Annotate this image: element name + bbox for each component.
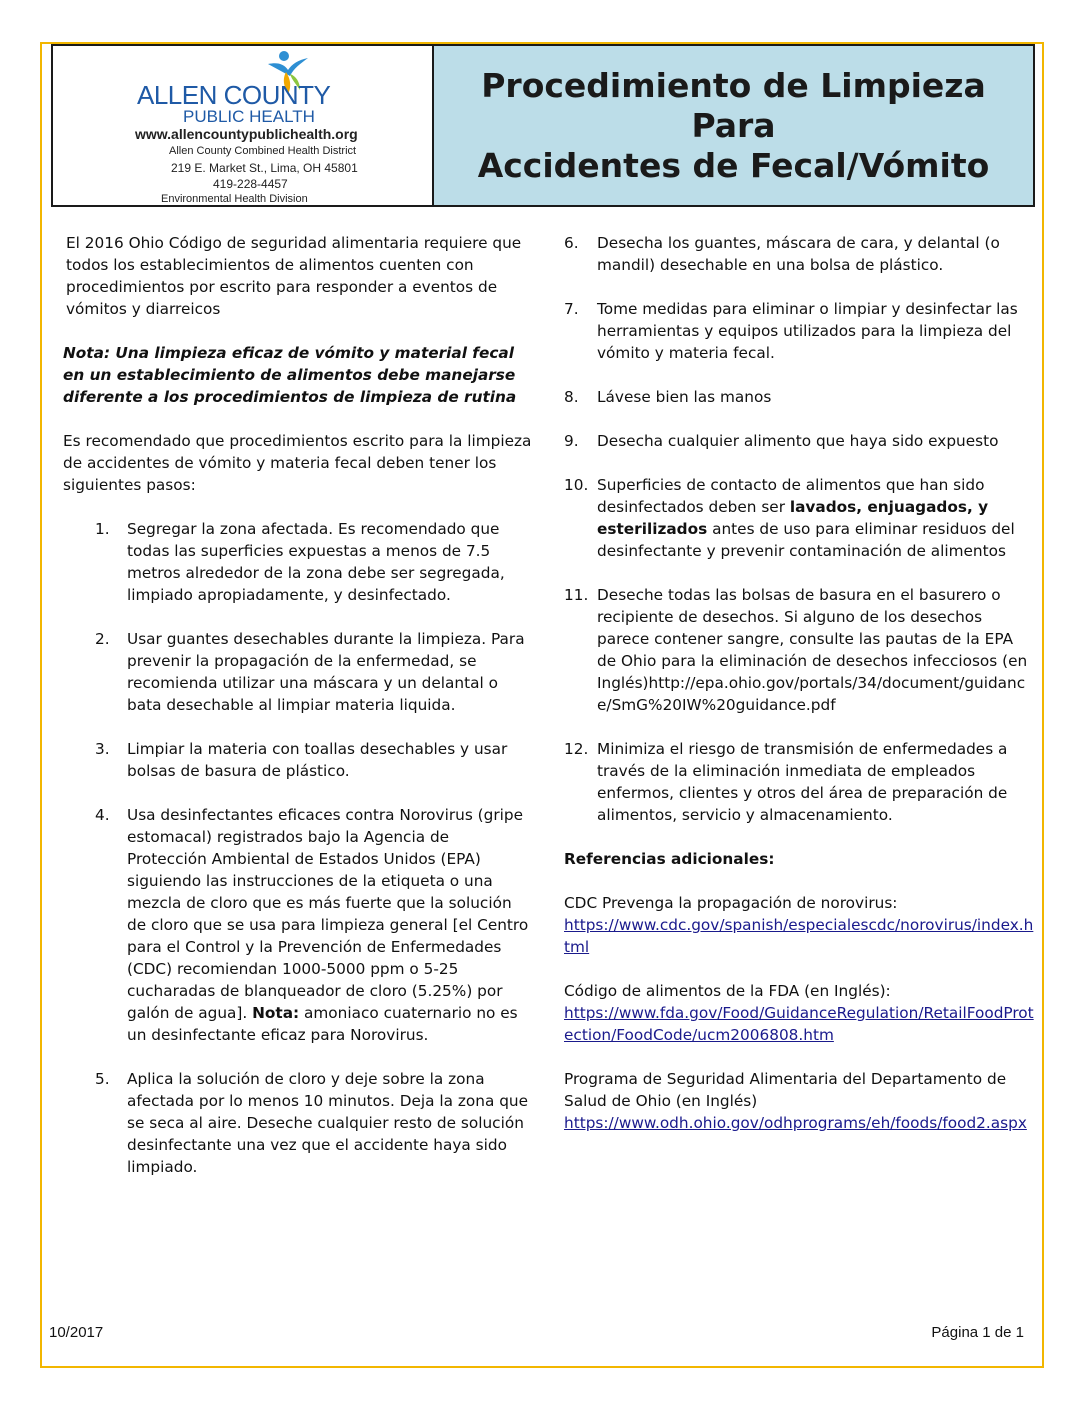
step-text: Desecha los guantes, máscara de cara, y delantal (o mandil) desechable en una bolsa de plástico. — [597, 234, 1000, 274]
list-item — [564, 738, 1034, 826]
step-number: 5. — [95, 1070, 110, 1088]
logo-phone: 419-228-4457 — [213, 177, 288, 191]
title-block — [434, 46, 1033, 205]
reference-label: CDC Prevenga la propagación de norovirus: — [564, 894, 898, 912]
header — [51, 44, 1035, 207]
list-item — [564, 232, 1034, 276]
title-line-1: Procedimiento de Limpieza Para — [481, 65, 986, 145]
step-number: 2. — [95, 630, 110, 648]
list-item — [63, 1068, 533, 1178]
recommend-paragraph: Es recomendado que procedimientos escrito para la limpieza de accidentes de vómito y materia fecal deben tener los siguientes pasos: — [63, 432, 532, 494]
step-text — [597, 584, 1034, 716]
step-text: Minimiza el riesgo de transmisión de enfermedades a través de la eliminación inmediata de empleados enfermos, clientes y otros del área de preparación de alimentos, servicio y almacenamiento. — [597, 740, 1008, 824]
step-text-part: Usa desinfectantes eficaces contra Norovirus (gripe estomacal) registrados bajo la Agencia de Protección Ambiental de Estados Unidos (EPA) siguiendo las instrucciones de la etiqueta o una mezcla de cloro que es más fuerte que la solución de cloro que se usa para limpieza general [el Centro para el Control y la Prevención de Enfermedades (CDC) recomiendan 1000-5000 ppm o 5-25 cucharadas de blanqueador de cloro (5.25%) por galón de agua]. — [127, 806, 529, 1022]
list-item — [564, 584, 1034, 716]
references-heading: Referencias adicionales: — [564, 850, 775, 868]
reference-label: Código de alimentos de la FDA (en Inglés): — [564, 982, 891, 1000]
step-text-part: amoniaco cuaternario no es un desinfectante eficaz para Norovirus. — [127, 1004, 518, 1044]
step-number: 12. — [564, 740, 589, 758]
fda-foodcode-link[interactable]: https://www.fda.gov/Food/GuidanceRegulation/RetailFoodProtection/FoodCode/ucm2006808.htm — [564, 1004, 1034, 1044]
list-item — [564, 298, 1034, 364]
right-column — [564, 232, 1034, 1134]
footer-date: 10/2017 — [49, 1324, 104, 1341]
step-number: 11. — [564, 586, 589, 604]
step-text: Segregar la zona afectada. Es recomendado que todas las superficies expuestas a menos de 7.5 metros alrededor de la zona debe ser segregada, limpiado apropiadamente, y desinfectado. — [127, 520, 505, 604]
step-text-part: Superficies de contacto de alimentos que han sido desinfectados deben ser — [597, 476, 985, 516]
steps-list-right — [564, 232, 1034, 826]
step-text: Usar guantes desechables durante la limpieza. Para prevenir la propagación de la enfermedad, se recomienda utilizar una máscara y un delantal o bata desechable al limpiar materia liquida. — [127, 630, 525, 714]
steps-list-left — [63, 518, 533, 1178]
note-paragraph: Nota: Una limpieza eficaz de vómito y material fecal en un establecimiento de alimentos debe manejarse diferente a los procedimientos de limpieza de rutina — [63, 344, 517, 406]
step-text: Limpiar la materia con toallas desechables y usar bolsas de basura de plástico. — [127, 740, 508, 780]
reference-label: Programa de Seguridad Alimentaria del Departamento de Salud de Ohio (en Inglés) — [564, 1070, 1007, 1110]
logo-block — [53, 46, 434, 205]
cdc-norovirus-link[interactable]: https://www.cdc.gov/spanish/especialescdc/norovirus/index.html — [564, 916, 1034, 956]
list-item — [63, 628, 533, 716]
step-text-part: antes de uso para eliminar residuos del desinfectante y prevenir contaminación de alimentos — [597, 520, 1015, 560]
logo-subname: PUBLIC HEALTH — [183, 107, 315, 126]
step-text: Tome medidas para eliminar o limpiar y desinfectar las herramientas y equipos utilizados para la limpieza del vómito y materia fecal. — [597, 300, 1018, 362]
reference-cdc — [564, 892, 1034, 958]
list-item — [63, 518, 533, 606]
logo-url: www.allencountypublichealth.org — [135, 126, 358, 142]
step-number: 9. — [564, 432, 579, 450]
step-bold-text: lavados, enjuagados, y esterilizados — [597, 498, 989, 538]
logo-district: Allen County Combined Health District — [169, 145, 357, 157]
list-item — [63, 804, 533, 1046]
step-text-part: Deseche todas las bolsas de basura en el basurero o recipiente de desechos. Si alguno de los desechos parece contener sangre, consulte las pautas de la EPA de Ohio para la eliminación de desechos infecciosos (en Inglés) — [597, 586, 1028, 692]
logo-division: Environmental Health Division — [161, 193, 308, 205]
step-text: Desecha cualquier alimento que haya sido expuesto — [597, 432, 999, 450]
step-number: 10. — [564, 476, 589, 494]
step-number: 3. — [95, 740, 110, 758]
step-number: 4. — [95, 806, 110, 824]
step-text: Lávese bien las manos — [597, 388, 772, 406]
step-text: Aplica la solución de cloro y deje sobre la zona afectada por lo menos 10 minutos. Deja la zona que se seca al aire. Deseche cualquier resto de solución desinfectante una vez que el accidente haya sido limpiado. — [127, 1070, 529, 1176]
logo-name: ALLEN COUNTY — [137, 80, 331, 110]
footer-page-number: Página 1 de 1 — [931, 1324, 1024, 1341]
left-column — [63, 232, 533, 1178]
step-text — [127, 804, 533, 1046]
epa-guidance-url: http://epa.ohio.gov/portals/34/document/guidance/SmG%20IW%20guidance.pdf — [597, 674, 1026, 714]
step-number: 7. — [564, 300, 579, 318]
step-number: 1. — [95, 520, 110, 538]
list-item — [564, 430, 1034, 452]
page-title — [434, 66, 1033, 186]
list-item — [564, 386, 1034, 408]
step-number: 6. — [564, 234, 579, 252]
logo-address: 219 E. Market St., Lima, OH 45801 — [171, 161, 358, 175]
step-text — [597, 474, 1034, 562]
step-bold-note: Nota: — [252, 1004, 300, 1022]
intro-paragraph: El 2016 Ohio Código de seguridad alimentaria requiere que todos los establecimientos de alimentos cuenten con procedimientos por escrito para responder a eventos de vómitos y diarreicos — [66, 234, 522, 318]
list-item — [564, 474, 1034, 562]
title-line-2: Accidentes de Fecal/Vómito — [477, 145, 990, 185]
reference-odh — [564, 1068, 1034, 1134]
step-number: 8. — [564, 388, 579, 406]
list-item — [63, 738, 533, 782]
reference-fda — [564, 980, 1034, 1046]
odh-foods-link[interactable]: https://www.odh.ohio.gov/odhprograms/eh/foods/food2.aspx — [564, 1114, 1027, 1132]
